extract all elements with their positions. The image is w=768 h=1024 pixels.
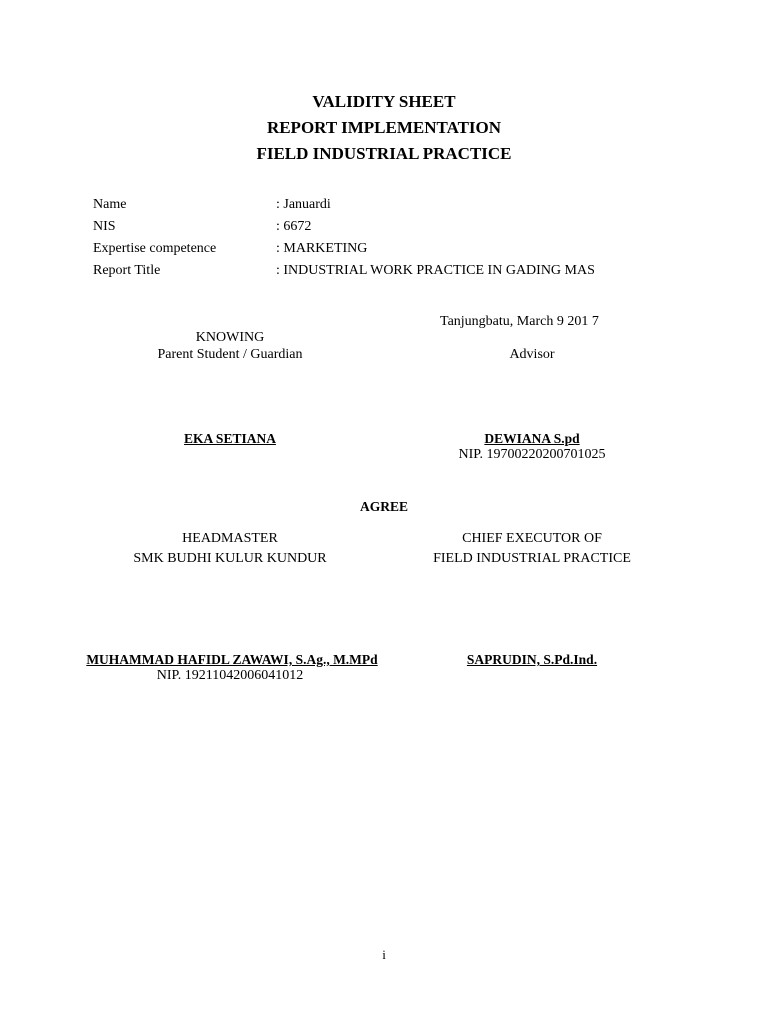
advisor-name: DEWIANA S.pd bbox=[484, 431, 580, 446]
guardian-name-wrap bbox=[130, 431, 330, 448]
chief-executor-role: CHIEF EXECUTOR OF bbox=[462, 531, 602, 546]
title-line-1: VALIDITY SHEET bbox=[312, 92, 456, 111]
advisor-nip: NIP. 19700220200701025 bbox=[458, 447, 606, 462]
headmaster-nip: NIP. 19211042006041012 bbox=[156, 668, 304, 683]
headmaster-name: MUHAMMAD HAFIDL ZAWAWI, S.Ag., M.MPd bbox=[86, 652, 378, 667]
knowing-heading: KNOWING bbox=[195, 330, 265, 345]
info-label-competence: Expertise competence bbox=[93, 241, 217, 256]
chief-name-wrap bbox=[382, 652, 682, 669]
info-value-competence: : MARKETING bbox=[276, 241, 368, 256]
info-value-name: : Januardi bbox=[276, 197, 331, 212]
info-value-nis: : 6672 bbox=[276, 219, 312, 234]
place-date: Tanjungbatu, March 9 201 7 bbox=[440, 314, 599, 329]
title-line-2: REPORT IMPLEMENTATION bbox=[266, 118, 502, 137]
headmaster-role: HEADMASTER bbox=[182, 531, 278, 546]
guardian-name: EKA SETIANA bbox=[184, 431, 276, 446]
info-value-report-title: : INDUSTRIAL WORK PRACTICE IN GADING MAS bbox=[276, 263, 595, 278]
info-label-name: Name bbox=[93, 197, 127, 212]
info-label-report-title: Report Title bbox=[93, 263, 161, 278]
headmaster-name-wrap bbox=[52, 652, 412, 669]
advisor-name-wrap bbox=[432, 431, 632, 448]
page-number: i bbox=[382, 947, 386, 962]
info-label-nis: NIS bbox=[93, 219, 116, 234]
parent-guardian-role: Parent Student / Guardian bbox=[157, 347, 303, 362]
chief-executor-name: SAPRUDIN, S.Pd.Ind. bbox=[466, 652, 598, 667]
headmaster-school: SMK BUDHI KULUR KUNDUR bbox=[133, 551, 327, 566]
title-line-3: FIELD INDUSTRIAL PRACTICE bbox=[256, 144, 512, 163]
advisor-role: Advisor bbox=[509, 347, 555, 362]
chief-executor-program: FIELD INDUSTRIAL PRACTICE bbox=[433, 551, 631, 566]
agree-heading: AGREE bbox=[359, 499, 408, 514]
